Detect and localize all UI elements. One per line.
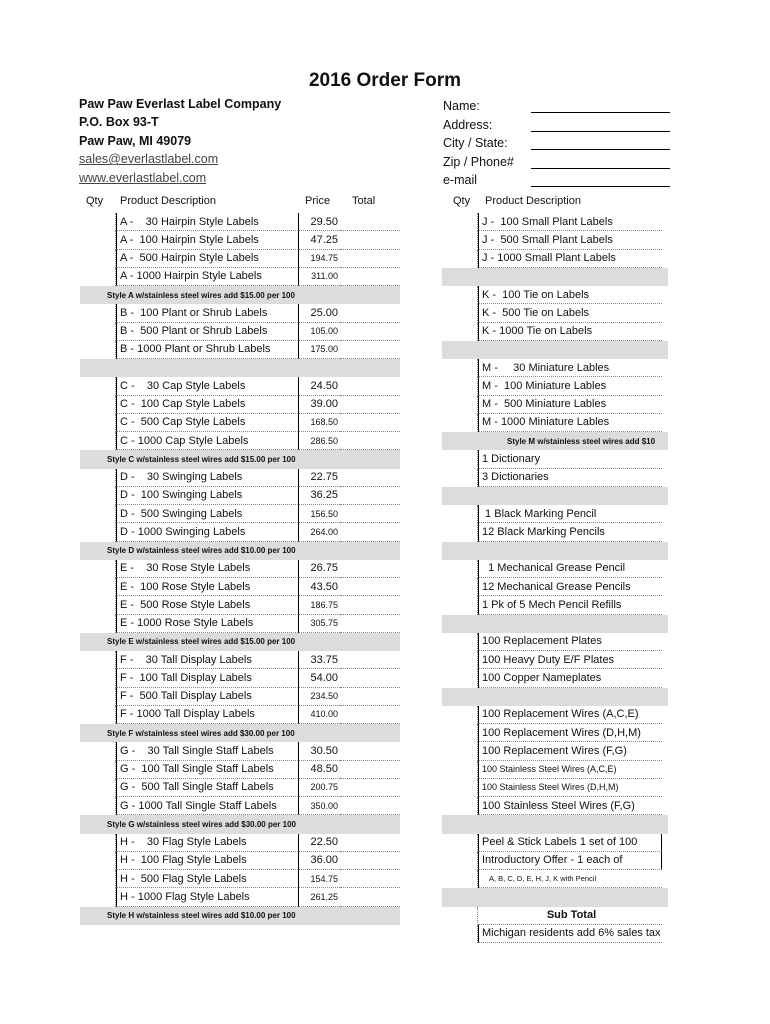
table-row [442, 250, 668, 268]
table-row [442, 724, 668, 742]
product-description: Introductory Offer - 1 each of [478, 852, 662, 870]
total-input[interactable] [340, 341, 400, 359]
qty-input[interactable] [80, 487, 116, 505]
table-row [80, 323, 400, 341]
table-row [80, 341, 400, 359]
table-row [442, 231, 668, 249]
zip-phone-field[interactable]: Zip / Phone# [443, 150, 670, 168]
product-description: 100 Replacement Wires (D,H,M) [478, 724, 662, 742]
product-price: 156.50 [298, 505, 340, 523]
right-qty-header: Qty [453, 195, 471, 207]
table-row [80, 231, 400, 249]
table-row [442, 487, 668, 505]
product-price: 48.50 [298, 761, 340, 779]
table-row [80, 377, 400, 395]
table-row [442, 396, 668, 414]
table-row [442, 359, 668, 377]
table-row [442, 669, 668, 687]
qty-input[interactable] [442, 250, 478, 268]
total-input[interactable] [340, 870, 400, 888]
total-input[interactable] [340, 414, 400, 432]
table-row [442, 432, 668, 450]
product-description: A - 30 Hairpin Style Labels [116, 213, 298, 231]
product-price: 105.00 [298, 323, 340, 341]
product-price: 26.75 [298, 560, 340, 578]
product-description: J - 500 Small Plant Labels [478, 231, 662, 249]
product-description: D - 30 Swinging Labels [116, 469, 298, 487]
table-row [442, 852, 668, 870]
table-row [80, 304, 400, 322]
total-input[interactable] [340, 651, 400, 669]
left-price-header: Price [305, 195, 331, 207]
product-price: 47.25 [298, 231, 340, 249]
product-price: 234.50 [298, 688, 340, 706]
table-row [442, 323, 668, 341]
qty-input[interactable] [80, 615, 116, 633]
product-description: A - 1000 Hairpin Style Labels [116, 268, 298, 286]
qty-input[interactable] [80, 834, 116, 852]
table-row [80, 523, 400, 541]
qty-input[interactable] [442, 925, 478, 943]
table-row [80, 450, 400, 468]
product-price: 22.50 [298, 834, 340, 852]
table-row [80, 359, 400, 377]
product-price: 186.75 [298, 596, 340, 614]
form-title: 2016 Order Form [308, 70, 462, 91]
product-description: 1 Mechanical Grease Pencil [478, 560, 662, 578]
product-description: K - 1000 Tie on Labels [478, 323, 662, 341]
style-note: Style D w/stainless steel wires add $10.00 per 100 [107, 546, 296, 556]
total-input[interactable] [340, 688, 400, 706]
qty-input[interactable] [442, 669, 478, 687]
product-description: 100 Replacement Wires (A,C,E) [478, 706, 662, 724]
style-note: Style A w/stainless steel wires add $15.00 per 100 [107, 290, 295, 300]
left-desc-header: Product Description [120, 195, 216, 207]
product-description: E - 500 Rose Style Labels [116, 596, 298, 614]
qty-input[interactable] [80, 651, 116, 669]
total-input[interactable] [340, 304, 400, 322]
style-note: Style M w/stainless steel wires add $10 [507, 436, 656, 446]
table-row [442, 578, 668, 596]
table-row [442, 523, 668, 541]
qty-input[interactable] [442, 779, 478, 797]
total-input[interactable] [340, 834, 400, 852]
product-description: D - 1000 Swinging Labels [116, 523, 298, 541]
product-description: 12 Mechanical Grease Pencils [478, 578, 662, 596]
table-row [80, 250, 400, 268]
product-price: 175.00 [298, 341, 340, 359]
total-input[interactable] [340, 578, 400, 596]
table-row [80, 213, 400, 231]
qty-input[interactable] [80, 870, 116, 888]
product-price: 39.00 [298, 396, 340, 414]
qty-input[interactable] [80, 797, 116, 815]
table-row [442, 706, 668, 724]
product-description: E - 100 Rose Style Labels [116, 578, 298, 596]
qty-input[interactable] [80, 396, 116, 414]
qty-input[interactable] [442, 523, 478, 541]
product-price: 200.75 [298, 779, 340, 797]
total-input[interactable] [340, 669, 400, 687]
qty-input[interactable] [80, 304, 116, 322]
product-description: H - 500 Flag Style Labels [116, 870, 298, 888]
total-input[interactable] [340, 706, 400, 724]
table-row [80, 268, 400, 286]
table-row [80, 414, 400, 432]
product-description: H - 100 Flag Style Labels [116, 852, 298, 870]
product-description: G - 1000 Tall Single Staff Labels [116, 797, 298, 815]
table-row [442, 304, 668, 322]
table-row [442, 797, 668, 815]
total-input[interactable] [340, 615, 400, 633]
product-description: G - 500 Tall Single Staff Labels [116, 779, 298, 797]
qty-input[interactable] [80, 341, 116, 359]
total-input[interactable] [340, 396, 400, 414]
product-description: G - 30 Tall Single Staff Labels [116, 742, 298, 760]
qty-input[interactable] [442, 870, 478, 888]
style-note: Style F w/stainless steel wires add $30.00 per 100 [107, 728, 295, 738]
table-row [442, 761, 668, 779]
total-input[interactable] [340, 779, 400, 797]
table-row [442, 870, 668, 888]
name-field[interactable]: Name: [443, 95, 670, 113]
qty-input[interactable] [442, 505, 478, 523]
table-row [80, 578, 400, 596]
qty-input[interactable] [80, 596, 116, 614]
product-description: C - 500 Cap Style Labels [116, 414, 298, 432]
product-description: F - 30 Tall Display Labels [116, 651, 298, 669]
qty-input[interactable] [80, 523, 116, 541]
product-price: 36.00 [298, 852, 340, 870]
product-description: M - 30 Miniature Lables [478, 359, 662, 377]
qty-input[interactable] [80, 469, 116, 487]
address-field[interactable]: Address: [443, 113, 670, 131]
product-price: 24.50 [298, 377, 340, 395]
qty-input[interactable] [442, 377, 478, 395]
company-city: Paw Paw, MI 49079 [79, 133, 192, 148]
qty-input[interactable] [80, 852, 116, 870]
table-row [80, 761, 400, 779]
qty-input[interactable] [442, 396, 478, 414]
qty-input[interactable] [442, 907, 478, 925]
table-row [80, 542, 400, 560]
product-description: C - 100 Cap Style Labels [116, 396, 298, 414]
email-field[interactable]: e-mail [443, 169, 670, 187]
table-row [80, 560, 400, 578]
qty-input[interactable] [80, 377, 116, 395]
table-row [442, 268, 668, 286]
qty-input[interactable] [442, 450, 478, 468]
table-row [442, 688, 668, 706]
product-price: 350.00 [298, 797, 340, 815]
product-description: 100 Stainless Steel Wires (A,C,E) [478, 761, 662, 779]
qty-input[interactable] [80, 432, 116, 450]
table-row [80, 669, 400, 687]
qty-input[interactable] [442, 213, 478, 231]
table-row [80, 432, 400, 450]
right-desc-header: Product Description [485, 195, 581, 207]
qty-input[interactable] [80, 560, 116, 578]
qty-input[interactable] [442, 797, 478, 815]
product-description: H - 30 Flag Style Labels [116, 834, 298, 852]
qty-input[interactable] [442, 852, 478, 870]
table-row [80, 779, 400, 797]
qty-input[interactable] [80, 250, 116, 268]
product-description: Peel & Stick Labels 1 set of 100 [478, 834, 662, 852]
table-row [442, 907, 668, 925]
qty-input[interactable] [80, 505, 116, 523]
product-description: K - 100 Tie on Labels [478, 286, 662, 304]
total-input[interactable] [340, 268, 400, 286]
table-row [442, 925, 668, 943]
qty-input[interactable] [442, 651, 478, 669]
table-row [442, 742, 668, 760]
product-description: 100 Replacement Plates [478, 633, 662, 651]
product-description: C - 1000 Cap Style Labels [116, 432, 298, 450]
product-description: H - 1000 Flag Style Labels [116, 888, 298, 906]
product-price: 22.75 [298, 469, 340, 487]
table-row [442, 414, 668, 432]
qty-input[interactable] [442, 706, 478, 724]
product-description: A - 100 Hairpin Style Labels [116, 231, 298, 249]
product-description: A, B, C, D, E, H, J, K with Pencil [478, 870, 662, 888]
city-state-field[interactable]: City / State: [443, 132, 670, 150]
product-price: 36.25 [298, 487, 340, 505]
qty-input[interactable] [80, 414, 116, 432]
qty-input[interactable] [80, 323, 116, 341]
product-price: 305.75 [298, 615, 340, 633]
total-input[interactable] [340, 377, 400, 395]
company-block [79, 95, 281, 187]
table-row [80, 633, 400, 651]
product-description: F - 500 Tall Display Labels [116, 688, 298, 706]
customer-fields [443, 95, 670, 187]
table-row [80, 870, 400, 888]
product-description: 100 Stainless Steel Wires (D,H,M) [478, 779, 662, 797]
company-web-link[interactable]: www.everlastlabel.com [79, 170, 207, 185]
product-price: 25.00 [298, 304, 340, 322]
product-description: J - 100 Small Plant Labels [478, 213, 662, 231]
product-description: F - 1000 Tall Display Labels [116, 706, 298, 724]
product-description: E - 30 Rose Style Labels [116, 560, 298, 578]
product-description: B - 1000 Plant or Shrub Labels [116, 341, 298, 359]
table-row [80, 469, 400, 487]
table-row [80, 596, 400, 614]
table-row [80, 487, 400, 505]
table-row [442, 542, 668, 560]
table-row [80, 651, 400, 669]
table-row [442, 213, 668, 231]
table-row [80, 834, 400, 852]
company-box: P.O. Box 93-T [79, 115, 159, 130]
product-description: 12 Black Marking Pencils [478, 523, 662, 541]
product-price: 33.75 [298, 651, 340, 669]
product-price: 43.50 [298, 578, 340, 596]
table-row [80, 706, 400, 724]
total-input[interactable] [340, 523, 400, 541]
total-input[interactable] [340, 596, 400, 614]
table-row [80, 505, 400, 523]
table-row [442, 286, 668, 304]
qty-input[interactable] [80, 706, 116, 724]
product-price: 30.50 [298, 742, 340, 760]
qty-input[interactable] [442, 359, 478, 377]
product-description: E - 1000 Rose Style Labels [116, 615, 298, 633]
product-price: 154.75 [298, 870, 340, 888]
product-description: M - 1000 Miniature Lables [478, 414, 662, 432]
style-note: Style E w/stainless steel wires add $15.00 per 100 [107, 637, 296, 647]
table-row [80, 888, 400, 906]
total-input[interactable] [340, 761, 400, 779]
total-input[interactable] [340, 432, 400, 450]
table-row [442, 377, 668, 395]
table-row [442, 815, 668, 833]
product-price: 410.00 [298, 706, 340, 724]
company-name: Paw Paw Everlast Label Company [79, 97, 282, 111]
product-price: 261.25 [298, 888, 340, 906]
left-qty-header: Qty [86, 195, 104, 207]
total-input[interactable] [340, 797, 400, 815]
product-description: 1 Dictionary [478, 450, 662, 468]
product-price: 168.50 [298, 414, 340, 432]
table-row [442, 450, 668, 468]
product-description: 1 Pk of 5 Mech Pencil Refills [478, 596, 662, 614]
table-row [442, 505, 668, 523]
total-input[interactable] [340, 505, 400, 523]
qty-input[interactable] [80, 888, 116, 906]
table-row [80, 742, 400, 760]
table-row [442, 469, 668, 487]
right-order-table [442, 213, 668, 943]
table-row [442, 341, 668, 359]
table-row [80, 396, 400, 414]
product-description: F - 100 Tall Display Labels [116, 669, 298, 687]
qty-input[interactable] [442, 724, 478, 742]
product-description: 100 Stainless Steel Wires (F,G) [478, 797, 662, 815]
qty-input[interactable] [80, 688, 116, 706]
product-description: 1 Black Marking Pencil [478, 505, 662, 523]
product-description: B - 100 Plant or Shrub Labels [116, 304, 298, 322]
total-input[interactable] [340, 560, 400, 578]
total-input[interactable] [340, 852, 400, 870]
product-description: 100 Replacement Wires (F,G) [478, 742, 662, 760]
table-row [80, 797, 400, 815]
product-description: 100 Heavy Duty E/F Plates [478, 651, 662, 669]
table-row [442, 779, 668, 797]
table-row [442, 633, 668, 651]
qty-input[interactable] [80, 669, 116, 687]
product-description: G - 100 Tall Single Staff Labels [116, 761, 298, 779]
product-description: M - 100 Miniature Lables [478, 377, 662, 395]
product-price: 54.00 [298, 669, 340, 687]
product-description: D - 500 Swinging Labels [116, 505, 298, 523]
table-row [442, 888, 668, 906]
table-row [80, 815, 400, 833]
qty-input[interactable] [80, 268, 116, 286]
qty-input[interactable] [442, 231, 478, 249]
table-row [80, 907, 400, 925]
qty-input[interactable] [80, 742, 116, 760]
qty-input[interactable] [80, 761, 116, 779]
left-total-header: Total [352, 195, 376, 207]
total-input[interactable] [340, 742, 400, 760]
total-input[interactable] [340, 213, 400, 231]
product-price: 264.00 [298, 523, 340, 541]
product-description: A - 500 Hairpin Style Labels [116, 250, 298, 268]
table-row [442, 615, 668, 633]
table-row [442, 596, 668, 614]
qty-input[interactable] [442, 633, 478, 651]
qty-input[interactable] [442, 414, 478, 432]
qty-input[interactable] [80, 231, 116, 249]
product-description: J - 1000 Small Plant Labels [478, 250, 662, 268]
total-input[interactable] [340, 487, 400, 505]
company-email-link[interactable]: sales@everlastlabel.com [79, 152, 219, 167]
qty-input[interactable] [442, 323, 478, 341]
qty-input[interactable] [442, 286, 478, 304]
table-row [80, 688, 400, 706]
qty-input[interactable] [442, 596, 478, 614]
product-description: M - 500 Miniature Lables [478, 396, 662, 414]
qty-input[interactable] [442, 742, 478, 760]
total-input[interactable] [340, 250, 400, 268]
product-price: 286.50 [298, 432, 340, 450]
table-row [80, 724, 400, 742]
product-description: B - 500 Plant or Shrub Labels [116, 323, 298, 341]
style-note: Style G w/stainless steel wires add $30.00 per 100 [107, 819, 296, 829]
product-description: K - 500 Tie on Labels [478, 304, 662, 322]
left-order-table [80, 213, 400, 925]
product-price: 311.00 [298, 268, 340, 286]
table-row [442, 834, 668, 852]
product-description: 3 Dictionaries [478, 469, 662, 487]
total-input[interactable] [340, 888, 400, 906]
qty-input[interactable] [442, 578, 478, 596]
qty-input[interactable] [442, 761, 478, 779]
table-row [80, 615, 400, 633]
qty-input[interactable] [442, 834, 478, 852]
total-input[interactable] [340, 323, 400, 341]
total-input[interactable] [340, 469, 400, 487]
qty-input[interactable] [80, 578, 116, 596]
style-note: Style C w/stainless steel wires add $15.00 per 100 [107, 454, 296, 464]
table-row [80, 286, 400, 304]
subtotal-label: Sub Total [478, 907, 662, 925]
product-price: 194.75 [298, 250, 340, 268]
qty-input[interactable] [442, 560, 478, 578]
product-description: D - 100 Swinging Labels [116, 487, 298, 505]
qty-input[interactable] [442, 304, 478, 322]
qty-input[interactable] [80, 213, 116, 231]
product-description: Michigan residents add 6% sales tax [478, 925, 662, 943]
table-row [442, 651, 668, 669]
product-description: C - 30 Cap Style Labels [116, 377, 298, 395]
table-row [80, 852, 400, 870]
total-input[interactable] [340, 231, 400, 249]
style-note: Style H w/stainless steel wires add $10.00 per 100 [107, 911, 296, 921]
table-row [442, 560, 668, 578]
product-description: 100 Copper Nameplates [478, 669, 662, 687]
product-price: 29.50 [298, 213, 340, 231]
qty-input[interactable] [442, 469, 478, 487]
qty-input[interactable] [80, 779, 116, 797]
